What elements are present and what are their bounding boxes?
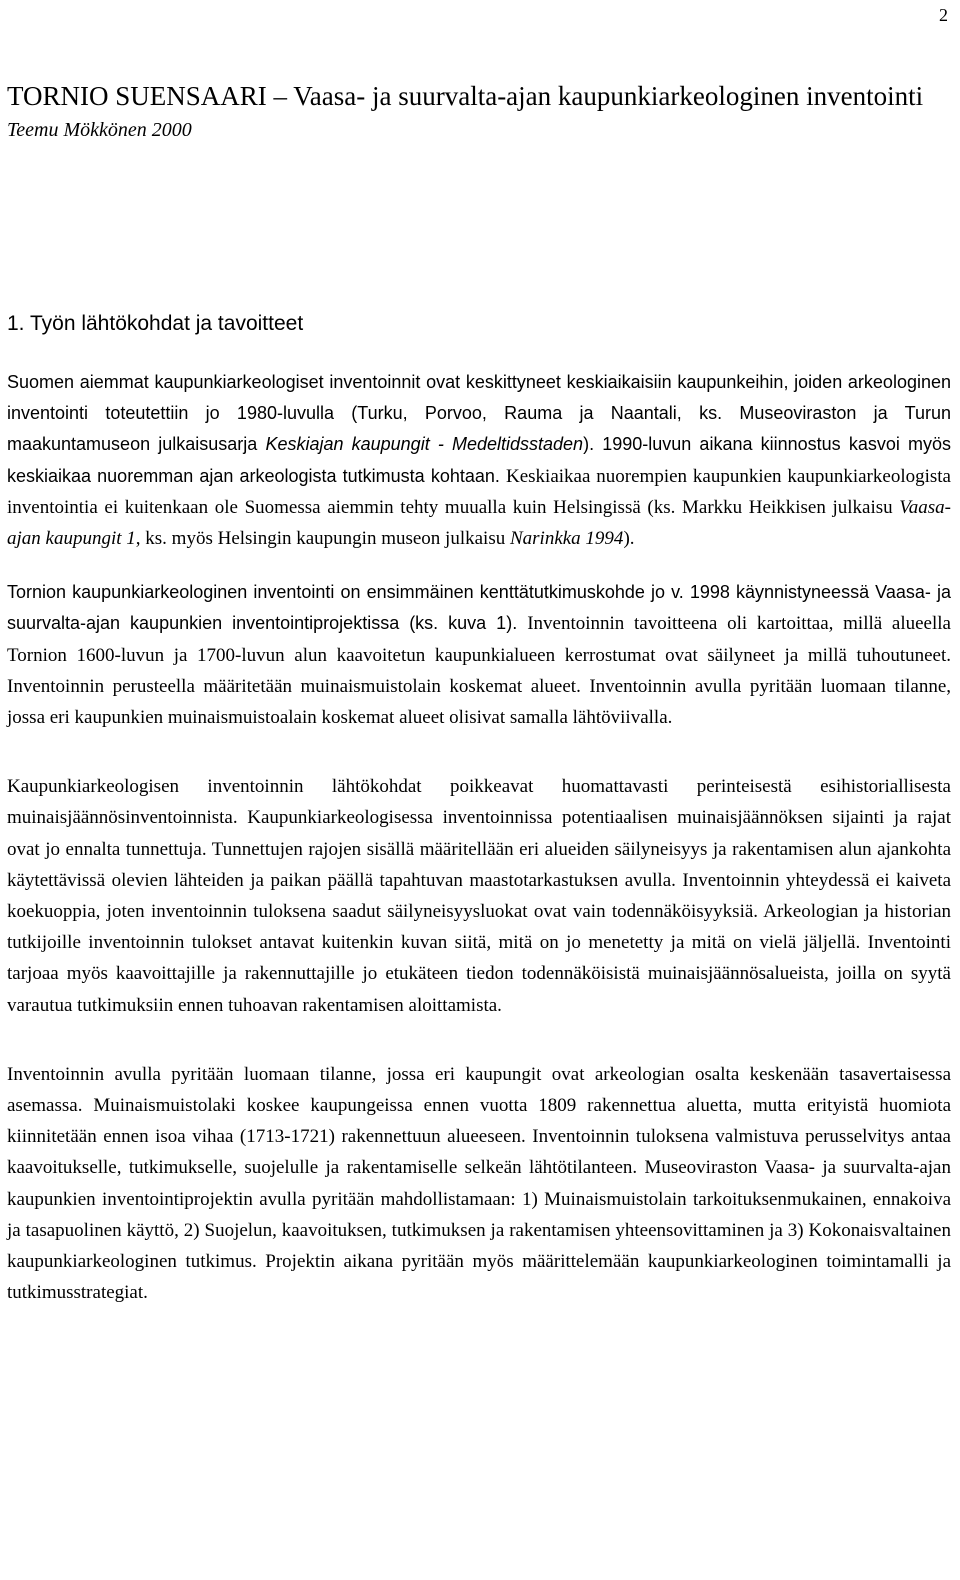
paragraph-goals: Inventoinnin avulla pyritään luomaan tilanne, jossa eri kaupungit ovat arkeologian osalta keskenään tasavertaisessa asemassa. Muinaismuistolaki koskee kaupungeissa ennen vuotta 1809 rakennettua aluetta, mutta erityistä huomiota kiinnitetään ennen isoa vihaa (1713-1721) rakennettuun alueeseen. Inventoinnin tuloksena valmistuva perusselvitys antaa kaavoitukselle, tutkimukselle, suojelulle ja rakentamiselle selkeän lähtötilanteen. Museoviraston Vaasa- ja suurvalta-ajan kaupunkien inventointiprojektin avulla pyritään mahdollistamaan: 1) Muinaismuistolain tarkoituksenmukainen, ennakoiva ja tasapuolinen käyttö, 2) Suojelun, kaavoituksen, tutkimuksen ja rakentamisen yhteensovittaminen ja 3) Kokonaisvaltainen kaupunkiarkeologinen tutkimus. Projektin aikana pyritään myös määrittelemään kaupunkiarkeologinen toimintamalli ja tutkimusstrategiat. <box>7 1063 951 1304</box>
paragraph-tornio <box>7 577 951 733</box>
paragraph-text: Inventoinnin tavoitteena oli kartoittaa, millä alueella Tornion 1600-luvun ja 1700-luvun alun kaavoitetun kaupunkialueen kerrostumat ovat säilyneet ja millä tuhoutuneet. Inventoinnin perusteella määritetään muinaismuistolain koskemat alueet. Inventoinnin avulla pyritään luomaan tilanne, jossa eri kaupunkien muinaismuistoalain koskemat alueet olisivat samalla lähtöviivalla. <box>7 613 951 729</box>
paragraph-text: Suomen aiemmat kaupunkiarkeologiset inventoinnit ovat keskittyneet keskiaikaisiin kaupunkeihin, joiden arkeologinen inventointi toteutettiin jo 1980-luvulla (Turku, Porvoo, Rauma ja Naantali, ks. Museoviraston ja Turun maakuntamuseon julkaisusarja <box>7 372 951 455</box>
page-number: 2 <box>939 5 948 25</box>
publication-title: Vaasa-ajan kaupungit 1 <box>7 496 951 550</box>
publication-title: Keskiajan kaupungit - Medeltidsstaden <box>265 434 584 455</box>
paragraph-premises: Kaupunkiarkeologisen inventoinnin lähtökohdat poikkeavat huomattavasti perinteisestä esihistoriallisesta muinaisjäännösinventoinnista. Kaupunkiarkeologisessa inventoinnissa potentiaalisen muinaisjäännöksen sijainti ja rajat ovat jo ennalta tunnettuja. Tunnettujen rajojen sisällä määritellään eri alueiden säilyneisyys ja rakentamisen alun ajankohta käytettävissä olevien lähteiden ja paikan päällä tapahtuvan maastotarkastuksen avulla. Inventoinnin yhteydessä ei kaiveta koekuoppia, joten inventoinnin tuloksena saadut säilyneisyysluokat ovat vain todennäköisyyksiä. Arkeologian ja historian tutkijoille inventoinnin tulokset antavat kuitenkin kuvan siitä, mitä on jo menetetty ja mitä on vielä jäljellä. Inventointi tarjoaa myös kaavoittajille ja rakennuttajille jo etukäteen tiedon todennäköisistä muinaisjäännösalueista, joilla on syytä varautua tutkimuksiin ennen tuhoavan rakentamisen aloittamista. <box>7 776 951 1016</box>
document-body <box>7 80 951 1308</box>
document-title: TORNIO SUENSAARI – Vaasa- ja suurvalta-ajan kaupunkiarkeologinen inventointi <box>7 81 924 111</box>
paragraph-text: , ks. myös Helsingin kaupungin museon julkaisu <box>135 528 510 550</box>
publication-title: Narinkka 1994 <box>509 528 624 550</box>
section-heading: 1. Työn lähtökohdat ja tavoitteet <box>7 312 304 335</box>
paragraph-text: Tornion kaupunkiarkeologinen inventointi on ensimmäinen kenttätutkimuskohde jo v. 1998 käynnistyneessä Vaasa- ja suurvalta-ajan kaupunkien inventointiprojektissa (ks. kuva 1). <box>7 582 951 634</box>
paragraph-text: ). <box>623 528 635 550</box>
paragraph-intro <box>7 367 951 554</box>
document-byline: Teemu Mökkönen 2000 <box>7 119 192 141</box>
paragraph-text: Keskiaikaa nuorempien kaupunkien kaupunkiarkeologista inventointia ei kuitenkaan ole Suomessa aiemmin tehty muualla kuin Helsingissä (ks. Markku Heikkisen julkaisu <box>7 465 951 518</box>
paragraph-text: ). 1990-luvun aikana kiinnostus kasvoi myös keskiaikaa nuoremman ajan arkeologista tutkimusta kohtaan. <box>7 434 951 486</box>
